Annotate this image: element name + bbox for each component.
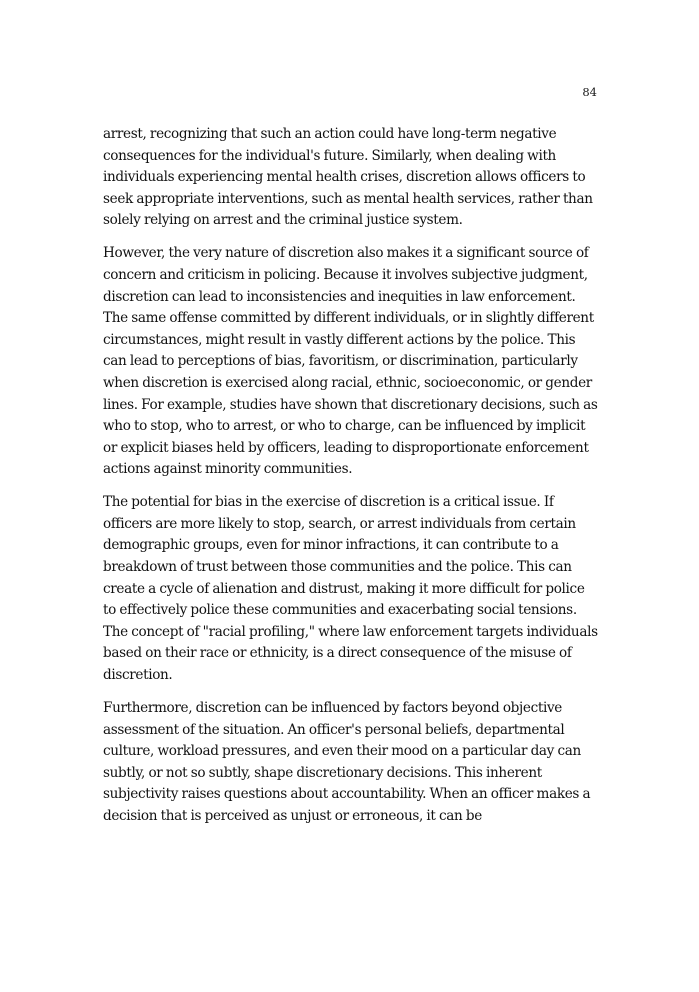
- body-text: [103, 124, 600, 839]
- paragraph-2: However, the very nature of discretion also makes it a significant source of concern and criticism in policing. Because it involves subjective judgment, discretion can lead to inconsistencies and inequities in law enforcement. The same offense committed by different individuals, or in slightly different circumstances, might result in vastly different actions by the police. This can lead to perceptions of bias, favoritism, or discrimination, particularly when discretion is exercised along racial, ethnic, socioeconomic, or gender lines. For example, studies have shown that discretionary decisions, such as who to stop, who to arrest, or who to charge, can be influenced by implicit or explicit biases held by officers, leading to disproportionate enforcement actions against minority communities.: [103, 245, 598, 478]
- page-number: 84: [582, 85, 597, 99]
- paragraph-1: arrest, recognizing that such an action could have long-term negative consequences for the individual's future. Similarly, when dealing with individuals experiencing mental health crises, discretion allows officers to seek appropriate interventions, such as mental health services, rather than solely relying on arrest and the criminal justice system.: [103, 126, 593, 229]
- paragraph-3: The potential for bias in the exercise of discretion is a critical issue. If officers are more likely to stop, search, or arrest individuals from certain demographic groups, even for minor infractions, it can contribute to a breakdown of trust between those communities and the police. This can create a cycle of alienation and distrust, making it more difficult for police to effectively police these communities and exacerbating social tensions. The concept of "racial profiling," where law enforcement targets individuals based on their race or ethnicity, is a direct consequence of the misuse of discretion.: [103, 494, 598, 684]
- paragraph-4: Furthermore, discretion can be influenced by factors beyond objective assessment of the situation. An officer's personal beliefs, departmental culture, workload pressures, and even their mood on a particular day can subtly, or not so subtly, shape discretionary decisions. This inherent subjectivity raises questions about accountability. When an officer makes a decision that is perceived as unjust or erroneous, it can be: [103, 700, 591, 824]
